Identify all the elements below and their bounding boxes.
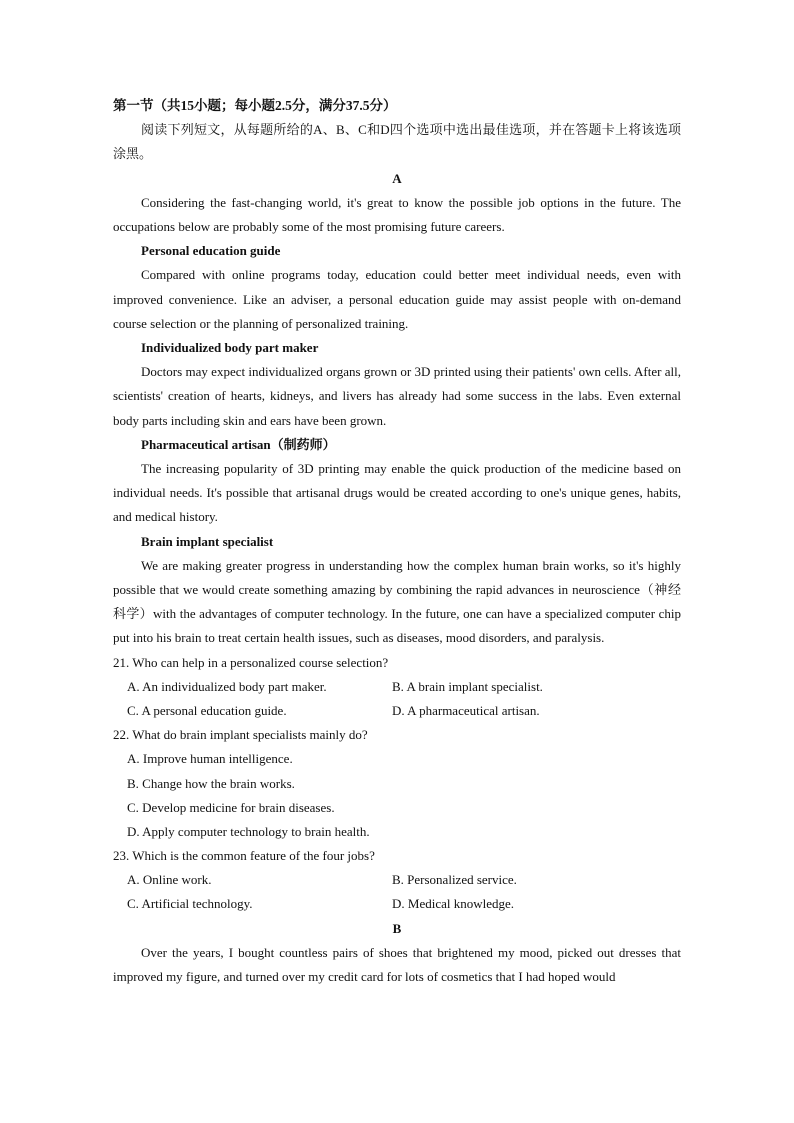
job-text-pharmaceutical-artisan: The increasing popularity of 3D printing may enable the quick production of the medicine based on individual needs. It's possible that artisanal drugs would be created according to one's unique genes, habits, and medical history. (113, 460, 681, 525)
passage-b-text: Over the years, I bought countless pairs of shoes that brightened my mood, picked out dresses that improved my figure, and turned over my credit card for lots of cosmetics that I had hoped would (113, 944, 681, 985)
job-text-body-part-maker: Doctors may expect individualized organs grown or 3D printed using their patients' own cells. After all, scientists' creation of hearts, kidneys, and livers has already had some success in the labs. Even external body parts including skin and ears have been grown. (113, 364, 681, 428)
passage-a-intro: Considering the fast-changing world, it's great to know the possible job options in the future. The occupations below are probably some of the most promising future careers. (113, 194, 681, 234)
job-title-education-guide: Personal education guide (141, 243, 281, 259)
passage-a-label: A (392, 170, 402, 186)
question-23-option-d: D. Medical knowledge. (392, 896, 515, 912)
passage-b-label: B (392, 920, 402, 936)
question-22-option-d: D. Apply computer technology to brain health. (127, 823, 370, 839)
question-21-option-d: D. A pharmaceutical artisan. (392, 702, 540, 718)
question-21-option-c: C. A personal education guide. (127, 702, 287, 718)
instruction-text: 阅读下列短文，从每题所给的A、B、C和D四个选项中选出最佳选项，并在答题卡上将该选项涂黑。 (113, 122, 681, 162)
question-22-option-b: B. Change how the brain works. (127, 775, 295, 791)
question-23-option-c: C. Artificial technology. (127, 896, 253, 912)
question-23-stem: 23. Which is the common feature of the four jobs? (113, 848, 375, 864)
job-title-brain-implant-specialist: Brain implant specialist (141, 533, 274, 549)
question-21-stem: 21. Who can help in a personalized course selection? (113, 654, 389, 670)
job-text-education-guide: Compared with online programs today, education could better meet individual needs, even with improved convenience. Like an adviser, a personal education guide may assist people with on-demand course selection or the planning of personalized training. (113, 267, 681, 331)
question-22-option-a: A. Improve human intelligence. (127, 751, 293, 767)
question-22-stem: 22. What do brain implant specialists mainly do? (113, 727, 368, 743)
question-23-options-row-2 (113, 892, 681, 916)
exam-page (113, 94, 681, 989)
question-21-options-row-1 (113, 675, 681, 699)
section-heading: 第一节（共15小题；每小题2.5分，满分37.5分） (113, 98, 397, 113)
job-title-pharmaceutical-artisan: Pharmaceutical artisan（制药师） (141, 436, 336, 452)
question-21-option-a: A. An individualized body part maker. (127, 678, 327, 694)
job-text-brain-implant-specialist: We are making greater progress in understanding how the complex human brain works, so it's highly possible that we would create something amazing by combining the rapid advances in neuroscience（神经科学）with the advantages of computer technology. In the future, one can have a specialized computer chip put into his brain to treat certain health issues, such as diseases, mood disorders, and paralysis. (113, 557, 681, 646)
question-23-option-a: A. Online work. (127, 872, 212, 888)
question-22-option-c: C. Develop medicine for brain diseases. (127, 799, 335, 815)
question-21-options-row-2 (113, 699, 681, 723)
question-23-options-row-1 (113, 868, 681, 892)
job-title-body-part-maker: Individualized body part maker (141, 339, 319, 355)
question-21-option-b: B. A brain implant specialist. (392, 678, 543, 694)
question-23-option-b: B. Personalized service. (392, 872, 517, 888)
